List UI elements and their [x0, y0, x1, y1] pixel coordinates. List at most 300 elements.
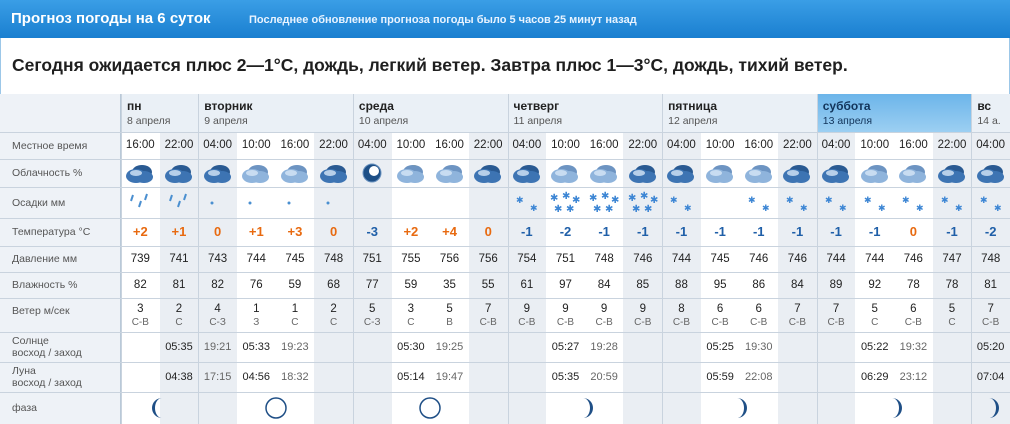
svg-text:✱: ✱ — [572, 195, 581, 206]
precipitation-snow-heavy-icon — [546, 191, 585, 218]
slot-temperature: 0 — [909, 224, 917, 239]
slot-humidity: 59 — [288, 279, 302, 291]
slot-time: 22:00 — [783, 139, 812, 151]
sunrise-time: 05:20 — [976, 341, 1005, 353]
slot-humidity: 85 — [636, 279, 650, 291]
slot-time: 16:00 — [898, 139, 928, 151]
row-divider — [0, 332, 1010, 333]
slot-time: 22:00 — [937, 139, 967, 151]
slot-humidity: 89 — [829, 279, 843, 291]
wind-direction: С-В — [634, 317, 652, 328]
slot-pressure: 751 — [555, 253, 576, 265]
slot-humidity: 55 — [481, 279, 495, 291]
slot-time: 04:00 — [976, 139, 1006, 151]
svg-text:✱: ✱ — [611, 195, 620, 206]
moonset-time: 17:15 — [203, 371, 232, 383]
day-header-1[interactable] — [198, 94, 353, 132]
svg-text:✱: ✱ — [863, 196, 872, 206]
wind-speed: 7 — [484, 303, 492, 315]
wind-speed: 3 — [137, 303, 144, 315]
slot-pressure: 745 — [285, 253, 305, 265]
slot-pressure: 746 — [903, 253, 923, 265]
wind-speed: 5 — [369, 303, 376, 315]
row-label-text: Ветер м/сек — [12, 305, 70, 317]
slot-temperature: -1 — [521, 224, 533, 239]
slot-time: 04:00 — [357, 139, 387, 151]
slot-humidity: 76 — [249, 279, 263, 291]
moonrise-time: 05:14 — [397, 371, 425, 383]
day-header-3[interactable] — [508, 94, 663, 132]
wind-direction: С — [175, 317, 183, 328]
row-label-humidity — [0, 272, 121, 298]
moonrise-time: 04:38 — [165, 371, 193, 383]
slot-wind — [198, 303, 237, 332]
wind-speed: 7 — [832, 303, 840, 315]
wind-direction: С-З — [209, 317, 226, 328]
svg-text:✱: ✱ — [747, 196, 756, 206]
row-divider — [0, 392, 1010, 393]
slot-pressure: 744 — [246, 253, 266, 265]
slot-time: 16:00 — [744, 139, 774, 151]
moon-phase-icon — [261, 396, 291, 422]
slot-temperature: +1 — [248, 224, 264, 239]
wind-speed: 6 — [716, 303, 724, 315]
row-label-temp — [0, 218, 121, 246]
slot-temperature: +4 — [442, 224, 457, 239]
slot-wind — [585, 303, 624, 332]
slot-humidity: 68 — [327, 279, 340, 291]
slot-humidity: 84 — [791, 279, 804, 291]
slot-time: 16:00 — [589, 139, 619, 151]
sunrise-time: 05:35 — [165, 341, 193, 353]
day-divider — [817, 94, 818, 424]
day-header-6[interactable] — [971, 94, 1010, 132]
slot-temperature: -1 — [946, 224, 958, 239]
slot-temperature: 0 — [484, 224, 492, 239]
moon-phase-icon — [570, 396, 600, 422]
svg-text:✱: ✱ — [605, 204, 614, 213]
wind-speed: 9 — [562, 303, 569, 315]
row-divider — [0, 187, 1010, 188]
slot-humidity: 97 — [559, 279, 572, 291]
slot-humidity: 84 — [597, 279, 611, 291]
slot-time: 22:00 — [473, 139, 503, 151]
precipitation-drop-icon — [314, 191, 353, 218]
day-divider — [353, 94, 354, 424]
svg-text:✱: ✱ — [979, 196, 988, 206]
slot-temperature: -1 — [791, 224, 804, 239]
slot-temperature: -1 — [598, 224, 610, 239]
slot-wind — [855, 303, 894, 332]
moon-phase-icon — [879, 396, 909, 422]
row-label-cloud — [0, 159, 121, 187]
day-divider — [662, 94, 663, 424]
row-label-text: Облачность % — [12, 167, 83, 179]
cloud-rain-icon — [933, 162, 972, 187]
sunrise-time: 05:30 — [397, 341, 425, 353]
row-label-text: Местное время — [12, 139, 88, 152]
wind-direction: С — [329, 317, 338, 328]
wind-direction: С-В — [982, 317, 1000, 328]
slot-pressure: 748 — [323, 253, 344, 265]
cloud-rain-icon — [971, 162, 1010, 187]
cloud-icon — [739, 162, 778, 187]
slot-wind — [623, 303, 662, 332]
svg-text:✱: ✱ — [643, 204, 653, 213]
slot-wind — [662, 303, 701, 332]
wind-direction: С-В — [827, 317, 845, 328]
slot-temperature: -3 — [366, 224, 378, 239]
slot-wind — [546, 303, 585, 332]
slot-humidity: 35 — [443, 279, 456, 291]
row-label-wind — [0, 298, 121, 332]
row-label-text: Давление мм — [12, 253, 78, 265]
wind-speed: 6 — [755, 303, 762, 315]
slot-time: 16:00 — [280, 139, 310, 151]
day-date: 14 а. — [977, 115, 1001, 127]
svg-text:✱: ✱ — [902, 196, 910, 206]
precipitation-drop-icon — [276, 191, 315, 218]
day-date: 10 апреля — [358, 115, 409, 127]
precipitation-rain-icon — [121, 191, 160, 218]
cloud-icon — [430, 162, 469, 187]
slot-pressure: 746 — [633, 253, 653, 265]
slot-pressure: 756 — [478, 253, 498, 265]
slot-wind — [778, 303, 817, 332]
slot-temperature: +1 — [171, 224, 187, 239]
wind-speed: 8 — [678, 303, 685, 315]
slot-pressure: 746 — [787, 253, 807, 265]
wind-direction: С-В — [479, 317, 497, 328]
slot-time: 10:00 — [396, 139, 426, 151]
slot-temperature: +2 — [403, 224, 419, 239]
wind-speed: 1 — [253, 303, 260, 315]
row-label-text: Луна — [12, 365, 36, 377]
day-date: 13 апреля — [822, 115, 872, 127]
slot-pressure: 756 — [439, 253, 460, 265]
moonset-time: 22:08 — [744, 371, 773, 383]
wind-direction: С — [407, 317, 415, 328]
slot-wind — [392, 303, 431, 332]
slot-pressure: 743 — [208, 253, 228, 265]
day-divider — [121, 94, 122, 424]
day-name: пятница — [668, 99, 718, 113]
slot-pressure: 748 — [594, 253, 614, 265]
row-label-time — [0, 132, 121, 159]
row-label-subtext: восход / заход — [12, 377, 82, 389]
row-label-sun — [0, 332, 121, 362]
cloud-rain-icon — [817, 162, 856, 187]
sunset-time: 19:30 — [744, 341, 773, 353]
slot-humidity: 81 — [172, 279, 186, 291]
svg-text:✱: ✱ — [639, 191, 649, 202]
precipitation-snow-light-icon — [817, 191, 856, 218]
wind-direction: С-В — [556, 317, 575, 328]
slot-humidity: 92 — [868, 279, 882, 291]
slot-temperature: -2 — [984, 224, 997, 239]
slot-humidity: 61 — [520, 279, 534, 291]
precipitation-snow-light-icon — [778, 191, 817, 218]
cloud-icon — [894, 162, 933, 187]
slot-temperature: -1 — [752, 224, 765, 239]
svg-text:✱: ✱ — [529, 204, 538, 213]
row-divider — [0, 272, 1010, 273]
day-date: 9 апреля — [204, 115, 248, 127]
slot-pressure: 746 — [749, 253, 769, 265]
cloud-icon — [701, 162, 740, 187]
moon-cloud-icon — [353, 162, 392, 187]
cloud-rain-icon — [314, 162, 353, 187]
forecast-summary — [0, 38, 1010, 94]
slot-pressure: 739 — [130, 253, 150, 265]
wind-speed: 4 — [214, 303, 221, 315]
slot-humidity: 77 — [365, 279, 379, 291]
slot-pressure: 741 — [169, 253, 189, 265]
moonrise-time: 06:29 — [860, 371, 889, 383]
wind-speed: 6 — [910, 303, 917, 315]
slot-temperature: -1 — [868, 224, 881, 239]
moon-phase-icon — [415, 396, 445, 422]
sunset-time: 19:32 — [899, 341, 928, 353]
slot-pressure: 755 — [401, 253, 421, 265]
row-label-subtext: восход / заход — [12, 347, 82, 359]
wind-speed: 2 — [175, 303, 183, 315]
slot-pressure: 748 — [981, 253, 1001, 265]
precipitation-rain-icon — [160, 191, 199, 218]
wind-direction: С-В — [518, 317, 536, 328]
slot-pressure: 745 — [710, 253, 730, 265]
wind-direction: С-З — [363, 317, 381, 328]
slot-time: 10:00 — [705, 139, 735, 151]
row-label-text: Осадки мм — [12, 196, 66, 209]
summary-text: Сегодня ожидается плюс 2—1°С, дождь, легкий ветер. Завтра плюс 1—3°С, дождь, тихий ветер. — [12, 55, 848, 75]
slot-wind — [817, 303, 856, 332]
moonrise-time: 05:59 — [706, 371, 734, 383]
row-label-text: Влажность % — [12, 279, 78, 291]
day-header-4[interactable] — [662, 94, 817, 132]
svg-text:✱: ✱ — [550, 193, 559, 204]
precipitation-drop-icon — [237, 191, 276, 218]
cloud-rain-icon — [121, 162, 160, 187]
row-divider — [0, 218, 1010, 219]
slot-temperature: -1 — [637, 224, 649, 239]
slot-temperature: +2 — [132, 224, 148, 239]
day-name: суббота — [822, 99, 871, 113]
day-name: вс — [977, 99, 992, 113]
svg-text:✱: ✱ — [916, 204, 924, 213]
slot-temperature: 0 — [214, 224, 222, 239]
cloud-rain-icon — [662, 162, 701, 187]
slot-wind — [237, 303, 276, 332]
row-divider — [0, 246, 1010, 247]
cloud-rain-icon — [160, 162, 199, 187]
row-label-pressure — [0, 246, 121, 272]
row-label-text: Температура °С — [12, 226, 91, 238]
svg-text:✱: ✱ — [566, 204, 575, 213]
sunset-time: 19:21 — [203, 341, 232, 353]
slot-humidity: 82 — [133, 279, 147, 291]
slot-time: 16:00 — [435, 139, 464, 151]
slot-temperature: +3 — [287, 224, 303, 239]
day-date: 8 апреля — [127, 115, 171, 127]
row-label-text: Солнце — [12, 335, 49, 347]
day-divider — [508, 94, 509, 424]
wind-direction: С — [948, 317, 956, 328]
slot-temperature: -2 — [559, 224, 572, 239]
svg-text:✱: ✱ — [941, 196, 949, 206]
slot-pressure: 744 — [671, 253, 692, 265]
slot-wind — [469, 303, 508, 332]
last-update-text: Последнее обновление прогноза погоды было 5 часов 25 минут назад — [249, 14, 637, 26]
forecast-title: Прогноз погоды на 6 суток — [11, 10, 211, 27]
slot-time: 10:00 — [551, 139, 580, 151]
precipitation-none — [392, 191, 431, 218]
sunrise-time: 05:27 — [551, 341, 580, 353]
precipitation-snow-heavy-icon — [623, 191, 662, 218]
precipitation-snow-light-icon — [855, 191, 894, 218]
sunset-time: 19:28 — [590, 341, 618, 353]
cloud-icon — [237, 162, 276, 187]
row-label-precip — [0, 187, 121, 218]
sunrise-time: 05:33 — [242, 341, 271, 353]
slot-pressure: 744 — [826, 253, 846, 265]
wind-speed: 7 — [794, 303, 801, 315]
moonrise-time: 04:56 — [242, 371, 271, 383]
wind-direction: В — [446, 317, 453, 328]
cloud-rain-icon — [623, 162, 662, 187]
svg-text:✱: ✱ — [631, 204, 641, 213]
slot-time: 04:00 — [667, 139, 696, 151]
slot-humidity: 59 — [404, 279, 418, 291]
slot-humidity: 88 — [675, 279, 688, 291]
cloud-rain-icon — [198, 162, 237, 187]
cloud-icon — [855, 162, 894, 187]
svg-text:✱: ✱ — [761, 204, 770, 213]
cloud-icon — [585, 162, 624, 187]
wind-speed: 7 — [987, 303, 994, 315]
slot-temperature: 0 — [329, 224, 338, 239]
slot-wind — [933, 303, 972, 332]
slot-wind — [739, 303, 778, 332]
wind-speed: 5 — [446, 303, 453, 315]
wind-direction: С-В — [904, 317, 922, 328]
wind-speed: 5 — [871, 303, 878, 315]
svg-text:✱: ✱ — [839, 204, 847, 213]
moon-phase-icon — [145, 396, 175, 422]
cloud-rain-icon — [778, 162, 817, 187]
moonrise-time: 07:04 — [976, 371, 1005, 383]
cloud-rain-icon — [508, 162, 547, 187]
svg-text:✱: ✱ — [800, 204, 808, 213]
slot-wind — [430, 303, 469, 332]
day-name: среда — [358, 99, 394, 113]
moonset-time: 23:12 — [899, 371, 928, 383]
svg-text:✱: ✱ — [993, 204, 1002, 213]
svg-text:✱: ✱ — [515, 196, 524, 206]
slot-time: 10:00 — [241, 139, 271, 151]
sun-cloud-icon — [392, 162, 431, 187]
wind-speed: 1 — [291, 303, 299, 315]
wind-direction: С-В — [711, 317, 729, 328]
day-header-2[interactable] — [353, 94, 508, 132]
slot-pressure: 744 — [865, 253, 885, 265]
svg-text:✱: ✱ — [627, 193, 637, 204]
cloud-icon — [276, 162, 315, 187]
slot-time: 16:00 — [125, 139, 155, 151]
sunset-time: 19:25 — [435, 341, 464, 353]
slot-wind — [971, 303, 1010, 332]
wind-direction: С-В — [788, 317, 807, 328]
day-divider — [971, 94, 972, 424]
slot-time: 04:00 — [203, 139, 232, 151]
precipitation-snow-light-icon — [739, 191, 778, 218]
slot-humidity: 81 — [984, 279, 998, 291]
wind-direction: З — [253, 317, 260, 328]
slot-wind — [894, 303, 933, 332]
cloud-rain-icon — [469, 162, 508, 187]
slot-wind — [121, 303, 160, 332]
precipitation-snow-heavy-icon — [585, 191, 624, 218]
wind-speed: 5 — [948, 303, 956, 315]
moonset-time: 19:47 — [435, 371, 464, 383]
wind-direction: С — [291, 317, 299, 328]
precipitation-none — [469, 191, 508, 218]
slot-humidity: 78 — [945, 279, 959, 291]
sunset-time: 19:23 — [281, 341, 309, 353]
slot-wind — [160, 303, 199, 332]
day-header-0[interactable] — [121, 94, 198, 132]
precipitation-none — [701, 191, 740, 218]
wind-speed: 9 — [639, 303, 646, 315]
slot-wind — [314, 303, 353, 332]
slot-wind — [353, 303, 392, 332]
slot-temperature: -1 — [830, 224, 842, 239]
slot-humidity: 78 — [906, 279, 920, 291]
slot-time: 04:00 — [821, 139, 851, 151]
day-name: пн — [127, 99, 142, 113]
svg-text:✱: ✱ — [593, 204, 602, 213]
cloud-icon — [546, 162, 585, 187]
precipitation-snow-light-icon — [894, 191, 933, 218]
slot-humidity: 95 — [713, 279, 727, 291]
slot-temperature: -1 — [714, 224, 726, 239]
slot-humidity: 82 — [211, 279, 225, 291]
moonrise-time: 05:35 — [551, 371, 580, 383]
day-date: 11 апреля — [513, 115, 563, 127]
slot-humidity: 86 — [752, 279, 766, 291]
precipitation-snow-light-icon — [933, 191, 972, 218]
day-name: вторник — [204, 99, 253, 113]
svg-text:✱: ✱ — [786, 196, 794, 206]
svg-text:✱: ✱ — [562, 191, 571, 202]
wind-speed: 2 — [330, 303, 337, 315]
svg-text:✱: ✱ — [684, 204, 692, 213]
precipitation-none — [353, 191, 392, 218]
wind-direction: С — [871, 317, 879, 328]
wind-speed: 9 — [523, 303, 531, 315]
slot-time: 22:00 — [319, 139, 348, 151]
day-date: 12 апреля — [668, 115, 718, 127]
wind-speed: 3 — [407, 303, 415, 315]
day-divider — [198, 94, 199, 424]
moonset-time: 18:32 — [281, 371, 309, 383]
header-corner — [0, 94, 121, 132]
row-divider — [0, 159, 1010, 160]
moonset-time: 20:59 — [590, 371, 618, 383]
day-name: четверг — [513, 99, 560, 113]
row-label-phase — [0, 392, 121, 424]
day-header-5[interactable] — [817, 94, 972, 132]
